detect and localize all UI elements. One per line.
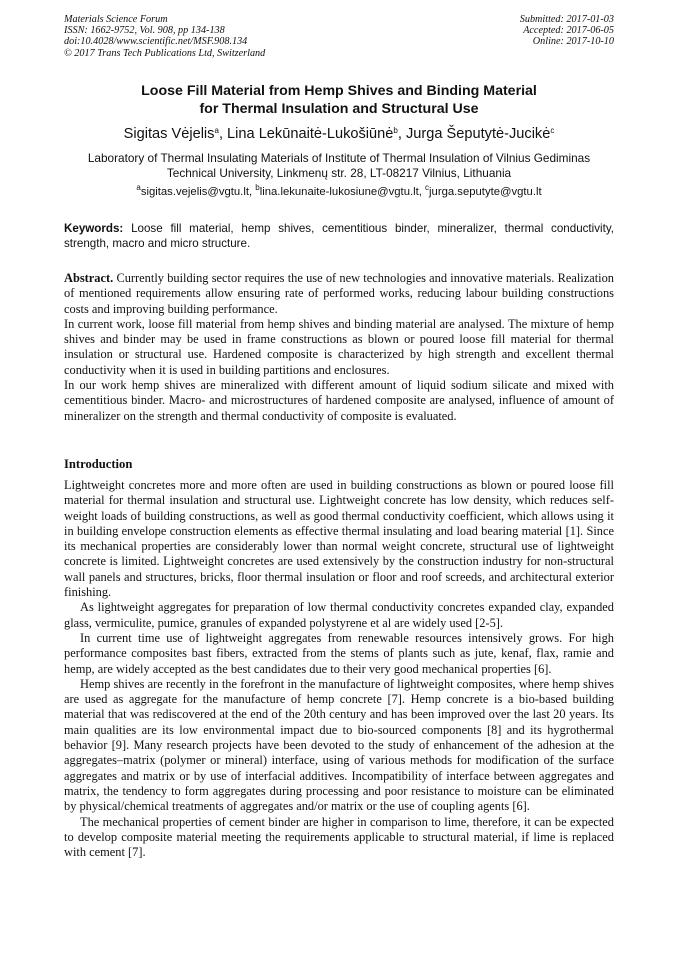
title-line-1: Loose Fill Material from Hemp Shives and Binding Material [141,83,537,99]
intro-paragraph: Hemp shives are recently in the forefront in the manufacture of lightweight composites, where hemp shives are used as aggregate for the manufacture of hemp concrete [7]. Hemp concrete is a bio-based building material that was rediscovered at the end of the 20th century and has been improved over the last 20 years. Its main qualities are its low environmental impact due to bio-sourced components [8] and its hygrothermal behavior [9]. Many research projects have been devoted to the study of enhancement of the adhesion at the aggregates–matrix (polymer or mineral) interface, using of various methods for modification of the surface aggregates and matrix or by use of interfacial additives. Incompatibility of interface between aggregates and matrix, the tendency to form aggregates during processing and poor resistance to moisture can be eliminated by physical/chemical treatments of aggregates and/or matrix or the use of coupling agents [6]. [64,676,614,814]
email-mark: c [425,183,430,192]
affiliation [40,151,638,181]
author-mark: a [214,126,219,135]
author-mark: c [550,126,555,135]
journal-header-left [64,14,265,59]
abstract-paragraph: In our work hemp shives are mineralized with different amount of liquid sodium silicate and mixed with cementitious binder. Macro- and microstructures of hardened composite are analysed, influence of amount of mineralizer on the strength and thermal conductivity of composite is evaluated. [64,378,614,423]
abstract-text-1: Currently building sector requires the use of new technologies and innovative materials. Realization of mentioned requirements allow ensuring rate of performed works, reducing labour building constructions costs and improving building performance. [64,271,614,316]
journal-copyright: © 2017 Trans Tech Publications Ltd, Switzerland [64,47,266,59]
introduction-body [64,478,614,860]
affiliation-line-2: Technical University, Linkmenų str. 28, LT-08217 Vilnius, Lithuania [166,166,512,180]
intro-paragraph: Lightweight concretes more and more often are used in building constructions as blown or poured loose fill material for thermal insulation and structural use. Lightweight concrete has low density, which reduces self-weight loads of building constructions, as well as good thermal conductivity coefficient, which allows using it in building envelope construction elements as effective thermal insulating and load bearing material [1]. Since its mechanical properties are considerably lower than normal weight concrete, structural use of lightweight concrete is limited. Lightweight concretes are used extensively by the construction industry for non-structural wall panels and structures, bricks, floor thermal insulation or floor and roof screeds, and architectural exterior finishing. [64,478,614,600]
section-heading-introduction: Introduction [64,457,133,471]
journal-header-right [520,14,614,48]
journal-doi: doi:10.4028/www.scientific.net/MSF.908.134 [64,36,248,48]
email-mark: a [136,183,141,192]
intro-paragraph: As lightweight aggregates for preparation of low thermal conductivity concretes expanded clay, expanded glass, vermiculite, pumice, granules of expanded polystyrene et al are widely used [2-5]. [64,600,614,630]
email-link[interactable]: sigitas.vejelis@vgtu.lt [140,186,249,198]
email-link[interactable]: lina.lekunaite-lukosiune@vgtu.lt [259,186,419,198]
title-line-2: for Thermal Insulation and Structural Use [199,101,479,117]
affiliation-line-1: Laboratory of Thermal Insulating Materials of Institute of Thermal Insulation of Vilnius Gediminas [87,151,591,165]
journal-issn: ISSN: 1662-9752, Vol. 908, pp 134-138 [64,25,225,37]
abstract-label: Abstract. [64,271,114,285]
submitted-date: Submitted: 2017-01-03 [519,14,614,25]
email-list: $^a$sigitas.vejelis@vgtu.lt, $^b$lina.lekunaite-lukosiune@vgtu.lt, $^c$jurga.seputyte@vgtu.lt [136,183,542,198]
accepted-date: Accepted: 2017-06-05 [523,25,614,37]
author-name: Sigitas Vėjelis [123,126,215,142]
author-list: Sigitas Vėjelis$^a$, Lina Lekūnaitė-Lukošiūnė$^b$, Jurga Šeputytė-Jucikė$^c$ [123,126,555,142]
paper-title [40,82,638,118]
keywords-text: Loose fill material, hemp shives, cementitious binder, mineralizer, thermal conductivity, strength, macro and micro structure. [64,222,614,251]
intro-paragraph: In current time use of lightweight aggregates from renewable resources intensively grows. For high performance composites bast fibers, extracted from the stems of plants such as jute, kenaf, flax, ramie and hemp, are widely accepted as the best candidates due to their very good mechanical properties [6]. [64,630,614,676]
online-date: Online: 2017-10-10 [532,36,614,48]
email-mark: b [255,183,260,192]
keywords-label: Keywords: [64,222,124,235]
email-link[interactable]: jurga.seputyte@vgtu.lt [429,186,542,198]
abstract-paragraph: In current work, loose fill material from hemp shives and binding material are analysed. The mixture of hemp shives and binder may be used in frame constructions as blown or poured loose fill material for thermal insulation or structural use. Hardened composite is characterized by high strength and excellent thermal conductivity when it is used in building partitions and enclosures. [64,316,614,377]
author-mark: b [393,126,398,135]
journal-name: Materials Science Forum [64,14,168,25]
abstract [64,271,614,424]
author-name: Lina Lekūnaitė-Lukošiūnė [227,126,394,142]
keywords [64,221,614,252]
abstract-paragraph [64,271,614,317]
author-name: Jurga Šeputytė-Jucikė [405,126,551,142]
intro-paragraph: The mechanical properties of cement binder are higher in comparison to lime, therefore, it can be expected to develop composite material meeting the requirements applicable to structural material, if lime is replaced with cement [7]. [64,814,614,860]
